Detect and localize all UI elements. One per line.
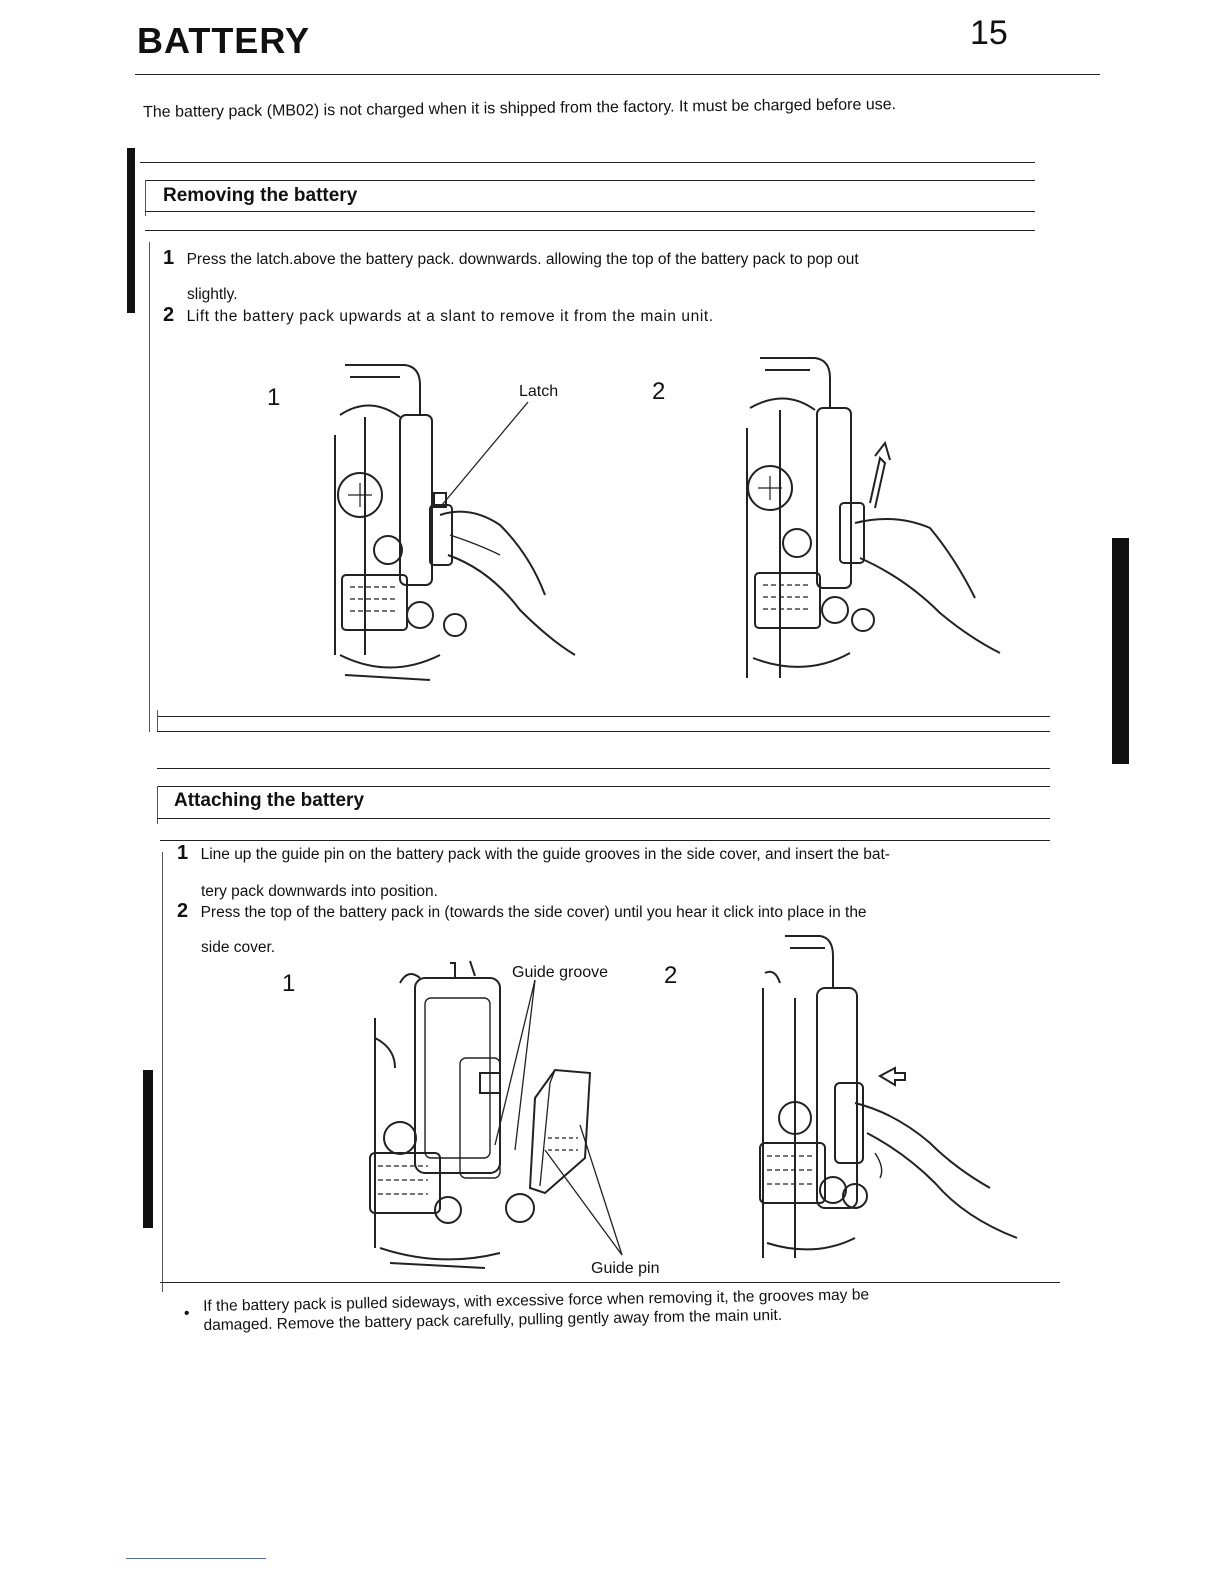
step-2 xyxy=(163,303,714,331)
step-text: Press the top of the battery pack in (towards the side cover) until you hear it click into place in the xyxy=(200,904,867,921)
figure-label-1: 1 xyxy=(267,384,281,411)
step-text-continued: slightly. xyxy=(187,286,238,303)
step-text-continued: side cover. xyxy=(201,939,276,956)
step-number: 1 xyxy=(163,247,175,269)
section-rule xyxy=(157,768,1050,769)
steps-box-top xyxy=(145,230,1035,231)
steps-box-edge xyxy=(149,242,150,732)
steps-box-bottom xyxy=(160,1282,1060,1283)
scan-underline xyxy=(126,1558,266,1559)
callout-guide-groove: Guide groove xyxy=(512,964,609,981)
page-number: 15 xyxy=(970,14,1008,52)
section-rule xyxy=(157,786,1050,787)
section-heading: Removing the battery xyxy=(163,185,358,206)
step-number: 2 xyxy=(177,900,189,922)
step-text-continued: tery pack downwards into position. xyxy=(201,883,438,900)
section-rule xyxy=(145,180,1035,181)
section-heading: Attaching the battery xyxy=(174,790,365,811)
callout-guide-pin: Guide pin xyxy=(591,1260,660,1277)
section-rule xyxy=(157,818,1050,819)
header-rule xyxy=(135,74,1100,75)
figure-label-1: 1 xyxy=(282,970,296,997)
section-rule xyxy=(145,211,1035,212)
steps-box-bottom xyxy=(157,731,1050,732)
note-text xyxy=(203,1285,870,1335)
step-number: 1 xyxy=(177,842,189,864)
note-line-2: damaged. Remove the battery pack carefully, pulling gently away from the main unit. xyxy=(203,1306,783,1334)
step-number: 2 xyxy=(163,304,175,326)
step-2 xyxy=(177,899,867,927)
section-rule xyxy=(140,162,1035,163)
note-bullet: • xyxy=(184,1305,190,1322)
note-line-1: If the battery pack is pulled sideways, with excessive force when removing it, the grooves may be xyxy=(203,1286,870,1315)
step-text: Line up the guide pin on the battery pack with the guide grooves in the side cover, and insert the bat- xyxy=(200,846,890,863)
instrument-illustration-attach-2 xyxy=(755,928,1025,1278)
steps-box-bottom-edge xyxy=(157,710,158,732)
step-text: Lift the battery pack upwards at a slant to remove it from the main unit. xyxy=(186,308,714,325)
page-title: BATTERY xyxy=(137,20,310,61)
figure-label-2: 2 xyxy=(652,378,666,405)
callout-latch: Latch xyxy=(519,383,559,400)
figure-label-2: 2 xyxy=(664,962,678,989)
step-1 xyxy=(163,246,859,274)
step-text: Press the latch.above the battery pack. downwards. allowing the top of the battery pack to pop out xyxy=(186,251,859,268)
callout-line-latch xyxy=(440,400,540,510)
instrument-illustration-remove-2 xyxy=(735,348,1015,693)
intro-text: The battery pack (MB02) is not charged when it is shipped from the factory. It must be charged before use. xyxy=(143,96,897,121)
step-1 xyxy=(177,841,890,869)
scan-edge-bar xyxy=(1112,538,1129,764)
change-bar xyxy=(143,1070,153,1228)
change-bar xyxy=(127,148,135,313)
callout-lines-guide xyxy=(440,975,640,1265)
steps-box-edge xyxy=(162,852,163,1292)
steps-box-bottom xyxy=(157,716,1050,717)
